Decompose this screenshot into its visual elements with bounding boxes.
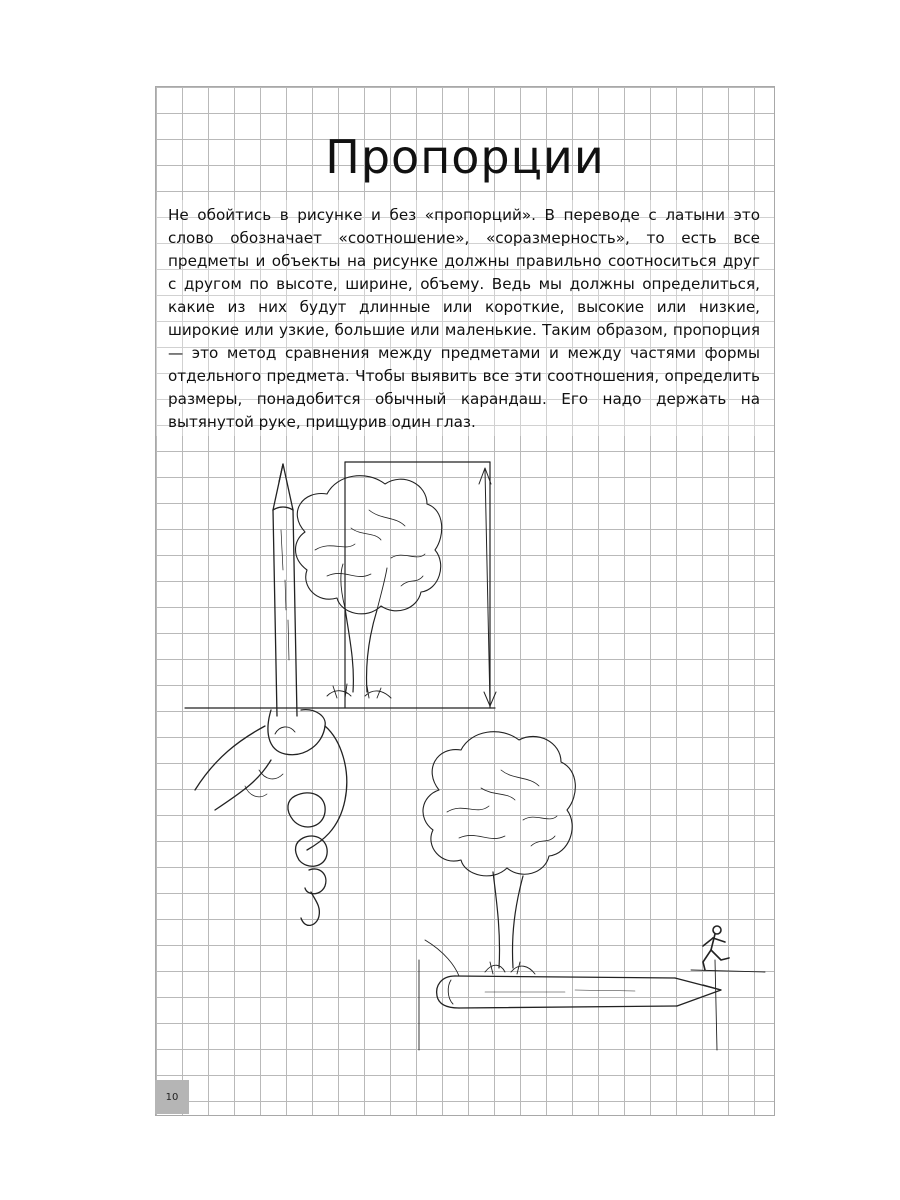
height-arrow-icon (479, 468, 496, 706)
tree-icon (296, 476, 442, 698)
running-person-icon (691, 926, 765, 972)
page-title: Пропорции (325, 130, 605, 184)
page-number: 10 (155, 1080, 189, 1114)
measurement-frame (185, 462, 495, 708)
tree-icon (423, 732, 575, 974)
pencil-icon (437, 976, 721, 1008)
pencil-measurement-illustration (155, 440, 775, 1080)
sight-lines (419, 940, 717, 1050)
pencil-icon (273, 464, 297, 716)
hand-icon (195, 710, 347, 926)
body-paragraph: Не обойтись в рисунке и без «пропорций». В переводе с латыни это слово обозначает «соотношение», «соразмерность», то есть все предметы и объекты на рисунке должны правильно соотноситься друг с другом по высоте, ширине, объему. Ведь мы должны определиться, какие из них будут длинные или короткие, высокие или низкие, широкие или узкие, большие или маленькие. Таким образом, пропорция — это метод сравнения между предметами и между частями формы отдельного предмета. Чтобы выявить все эти соотношения, определить размеры, понадобится обычный карандаш. Его надо держать на вытянутой руке, прищурив один глаз. (168, 206, 760, 431)
